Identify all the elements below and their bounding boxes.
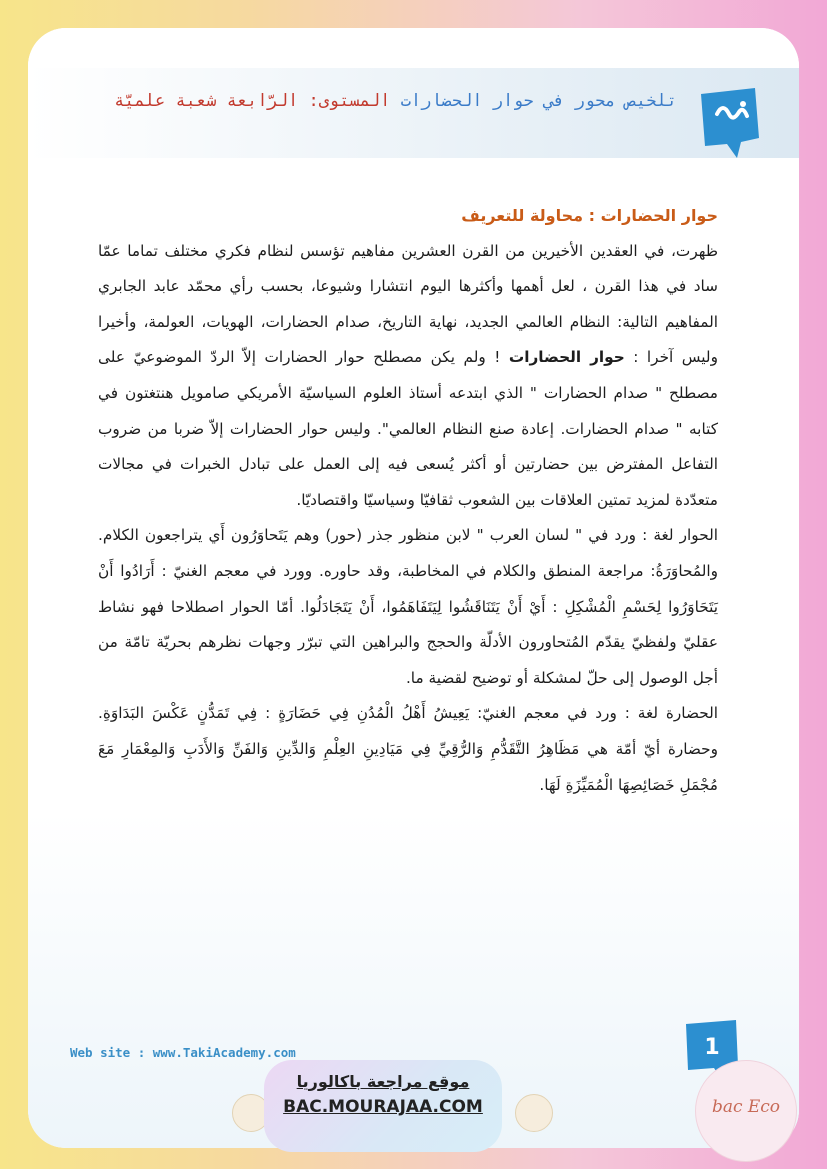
paragraph-civilization-definition: الحضارة لغة : ورد في معجم الغنيّ: يَعِيشُ أَهْلُ الْمُدُنِ فِي حَضَارَةٍ : فِي تَمَدُّنٍ عَكْسَ البَدَاوَةِ. وحضارة أيّ أمّة هي مَظَاهِرُ التَّقَدُّمِ وَالرُّقِيِّ فِي مَيَادِينِ العِلْمِ وَالدِّينِ وَالفَنِّ وَالأَدَبِ وَالمِعْمَارِ مَعَ مُجْمَلِ خَصَائِصِهَا الْمُمَيِّزَةِ لَهَا.	[98, 704, 718, 794]
paragraph-intro	[98, 234, 718, 519]
bac-badge-right-icon	[515, 1094, 553, 1132]
page-title	[57, 90, 677, 112]
paragraph-dialogue-definition: الحوار لغة : ورد في " لسان العرب " لابن منظور جذر (حور) وهم يَتَحاوَرُون أَي يتراجعون الكلام. والمُحاوَرَةُ: مراجعة المنطق والكلام في المخاطبة، وقد حاوره. وورد في معجم الغنيّ : أَرَادُوا أَنْ يَتَحَاوَرُوا لِحَسْمِ الْمُشْكِلِ : أَيْ أَنْ يَتَنَاقَشُوا لِيَتَفَاهَمُوا، أَنْ يَتَجَادَلُوا. أمّا الحوار اصطلاحا فهو نشاط عقليّ ولفظيّ يقدّم المُتحاورون الأدلّة والحجج والبراهين التي تبرّر وجهات نظرهم بحريّة تامّة من أجل الوصول إلى حلّ لمشكلة أو توضيح لقضية ما.	[98, 526, 718, 687]
title-level: المستوى: الرّابعة شعبة علميّة	[114, 91, 391, 111]
document-body	[98, 198, 718, 803]
bac-mouraja-banner[interactable]	[264, 1060, 502, 1152]
page	[28, 28, 799, 1148]
bac-eco-logo	[695, 1060, 797, 1162]
title-topic: تلخيص محور في حوار الحضارات	[400, 91, 677, 111]
website-link[interactable]: Web site : www.TakiAcademy.com	[70, 1045, 296, 1060]
bac-banner-latin: BAC.MOURAJAA.COM	[283, 1097, 483, 1117]
section-heading: حوار الحضارات : محاولة للتعريف	[461, 206, 718, 225]
taki-academy-logo-icon	[697, 86, 763, 160]
bold-term: حوار الحضارات	[508, 348, 625, 367]
paragraph-intro-rest: ! ولم يكن مصطلح حوار الحضارات إلاّ الردّ الموضوعيّ على مصطلح " صدام الحضارات " الذي ابتدعه أستاذ العلوم السياسيّة الأمريكي صامويل هنتغتون في كتابه " صدام الحضارات. إعادة صنع النظام العالمي". وليس حوار الحضارات إلاّ ضربا من ضروب التفاعل المفترض بين حضارتين أو أكثر يُسعى فيه إلى العمل على تبادل الخبرات في مجالات متعدّدة لمزيد تمتين العلاقات بين الشعوب ثقافيّا وسياسيّا واقتصاديّا.	[98, 348, 718, 509]
bac-banner-arabic: موقع مراجعة باكالوريا	[296, 1072, 470, 1091]
bac-eco-text: bac Eco	[711, 1097, 781, 1117]
page-number: 1	[704, 1035, 720, 1060]
header-band	[28, 68, 799, 158]
paragraph-intro-text: ظهرت، في العقدين الأخيرين من القرن العشرين مفاهيم تؤسس لنظام فكري مختلف تماما عمّا ساد في هذا القرن ، لعل أهمها وأكثرها اليوم انتشارا وشيوعا، بحسب رأي محمّد عابد الجابري المفاهيم التالية: النظام العالمي الجديد، نهاية التاريخ، صدام الحضارات، الهويات، العولمة، وأخيرا وليس آخرا :	[98, 241, 718, 367]
